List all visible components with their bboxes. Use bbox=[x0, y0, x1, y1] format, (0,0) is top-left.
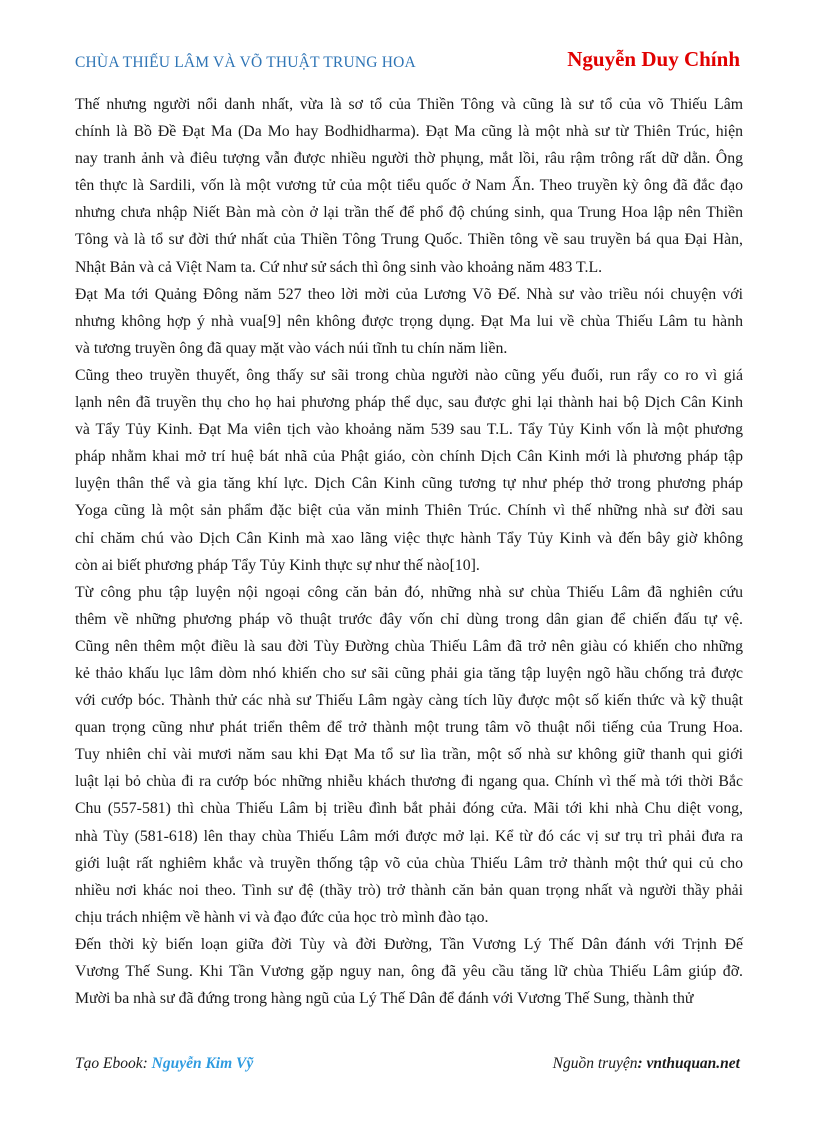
text-line: Tuy nhiên chỉ vài mươi năm sau khi Đạt Ma tổ sư lìa trần, một số nhà sư không giữ thanh qui giới bbox=[75, 746, 743, 764]
text-line: Vương Thế Sung. Khi Tần Vương gặp nguy nan, ông đã yêu cầu tăng lữ chùa Thiếu Lâm giúp đỡ. bbox=[75, 963, 743, 980]
footer-source-label: Nguồn truyện bbox=[552, 1055, 638, 1072]
text-line: Cũng nên thêm một điều là sau đời Tùy Đường chùa Thiếu Lâm đã trở nên giàu có khiến cho những bbox=[75, 637, 743, 655]
text-line: Tông và là tổ sư đời thứ nhất của Thiền Tông Trung Quốc. Thiền tông về sau truyền bá qua Đại Hàn, bbox=[75, 231, 743, 249]
text-line: nhưng không hợp ý nhà vua[9] nên không được trọng dụng. Đạt Ma lui về chùa Thiếu Lâm tu hành bbox=[75, 312, 743, 330]
text-line: Đến thời kỳ biến loạn giữa đời Tùy và đời Đường, Tần Vương Lý Thế Dân đánh với Trịnh Đế bbox=[75, 935, 743, 953]
text-line: giới luật rất nghiêm khắc và truyền thống tập võ của chùa Thiếu Lâm trở thành một thứ qui củ cho bbox=[75, 854, 743, 872]
footer-ebook-credit: Tạo Ebook: Nguyễn Kim Vỹ bbox=[75, 1055, 254, 1072]
text-line: còn ai biết phương pháp Tẩy Tủy Kinh thực sự như thế nào[10]. bbox=[75, 556, 480, 574]
paragraph bbox=[75, 579, 743, 931]
text-line: Nhật Bản và cả Việt Nam ta. Cứ như sử sách thì ông sinh vào khoảng năm 483 T.L. bbox=[75, 258, 603, 276]
book-title: CHÙA THIẾU LÂM VÀ VÕ THUẬT TRUNG HOA bbox=[75, 54, 416, 71]
page-footer bbox=[75, 1055, 740, 1077]
text-line: Đạt Ma tới Quảng Đông năm 527 theo lời mời của Lương Võ Đế. Nhà sư vào triều nói chuyện với bbox=[75, 285, 743, 303]
text-line: thêm về những phương pháp võ thuật trước đây vốn chỉ dùng trong dân gian để chiến đấu tự vệ. bbox=[75, 610, 743, 628]
text-line: Cũng theo truyền thuyết, ông thấy sư sãi trong chùa người nào cũng yếu đuối, run rẩy co ro vì giá bbox=[75, 366, 743, 384]
text-line: và Tẩy Tủy Kinh. Đạt Ma viên tịch vào khoảng năm 539 sau T.L. Tẩy Tủy Kinh vốn là một phương bbox=[75, 421, 743, 439]
text-line: và tương truyền ông đã quay mặt vào vách núi tĩnh tu chín năm liền. bbox=[75, 339, 508, 357]
footer-source-value: vnthuquan.net bbox=[646, 1055, 740, 1072]
text-line: chỉ chăm chú vào Dịch Cân Kinh mà xao lãng việc thực hành Tẩy Tủy Kinh và đến bây giờ không bbox=[75, 529, 743, 547]
text-line: nay tranh ảnh và điêu tượng vẫn được nhiều người thờ phụng, mắt lồi, râu rậm trông rất dữ dằn. Ông bbox=[75, 150, 743, 168]
text-line: với cướp bóc. Thành thử các nhà sư Thiếu Lâm ngày càng tích lũy được một số kiến thức và kỹ thuật bbox=[75, 692, 743, 710]
text-line: kẻ thảo khấu lục lâm dòm nhó khiến cho sư sãi cũng phải gia tăng tập luyện ngõ hầu chống trả được bbox=[75, 664, 743, 682]
text-line: Yoga cũng là một sản phẩm đặc biệt của văn minh Thiên Trúc. Chính vì thế những nhà sư đời sau bbox=[75, 502, 743, 520]
text-line: chịu trách nhiệm về hành vi và đạo đức của học trò mình đào tạo. bbox=[75, 908, 489, 926]
text-line: Từ công phu tập luyện nội ngoại công căn bản đó, những nhà sư chùa Thiếu Lâm đã nghiên cứu bbox=[75, 583, 743, 601]
text-line: Mười ba nhà sư đã đứng trong hàng ngũ của Lý Thế Dân để đánh với Vương Thế Sung, thành thử bbox=[75, 990, 694, 1008]
paragraph bbox=[75, 281, 743, 362]
footer-source: Nguồn truyện: vnthuquan.net bbox=[552, 1055, 740, 1072]
page-body bbox=[75, 91, 743, 1012]
text-line: chính là Bồ Đề Đạt Ma (Da Mo hay Bodhidharma). Đạt Ma cũng là một nhà sư từ Thiên Trúc, hiện bbox=[75, 123, 743, 141]
page-header bbox=[75, 47, 740, 77]
text-line: Thế nhưng người nổi danh nhất, vừa là sơ tổ của Thiền Tông và cũng là sư tổ của võ Thiếu Lâm bbox=[75, 96, 743, 113]
text-line: luyện thân thể và gia tăng khí lực. Dịch Cân Kinh cũng tương tự như phép thở trong phương pháp bbox=[75, 475, 743, 493]
text-line: lạnh nên đã truyền thụ cho họ hai phương pháp thể dục, sau được ghi lại thành hai bộ Dịch Cân Kinh bbox=[75, 394, 743, 412]
paragraph bbox=[75, 362, 743, 579]
text-line: nhưng chưa nhập Niết Bàn mà còn ở lại trần thế để phổ độ chúng sinh, qua Trung Hoa lập nên Thiền bbox=[75, 204, 743, 222]
paragraph bbox=[75, 931, 743, 1012]
paragraph bbox=[75, 91, 743, 281]
text-line: nhà Tùy (581-618) lên thay chùa Thiếu Lâm mới được mở lại. Kể từ đó các vị sư trụ trì phải đưa ra bbox=[75, 827, 743, 845]
author-name: Nguyễn Duy Chính bbox=[567, 47, 740, 71]
footer-ebook-name: Nguyễn Kim Vỹ bbox=[151, 1055, 254, 1072]
text-line: tên thực là Sardili, vốn là một vương tử của một tiểu quốc ở Nam Ấn. Theo truyền kỳ ông đã đắc đạo bbox=[75, 177, 743, 195]
text-line: pháp nhằm khai mở trí huệ bát nhã của Phật giáo, còn chính Dịch Cân Kinh mới là phương pháp tập bbox=[75, 448, 743, 466]
text-line: luật lại bỏ chùa đi ra cướp bóc những nhiễu khách thương đi ngang qua. Chính vì thế mà tới thời Bắc bbox=[75, 773, 743, 791]
footer-ebook-label: Tạo Ebook bbox=[75, 1055, 143, 1072]
text-line: quan trọng cũng như phát triển thêm để trở thành một trung tâm võ thuật nổi tiếng của Trung Hoa. bbox=[75, 719, 743, 737]
text-line: nhiều nơi khác noi theo. Tình sư đệ (thầy trò) trở thành căn bản quan trọng nhất và người thầy phải bbox=[75, 881, 743, 899]
text-line: Chu (557-581) thì chùa Thiếu Lâm bị triều đình bắt phải đóng cửa. Mãi tới khi nhà Chu diệt vong, bbox=[75, 800, 743, 818]
